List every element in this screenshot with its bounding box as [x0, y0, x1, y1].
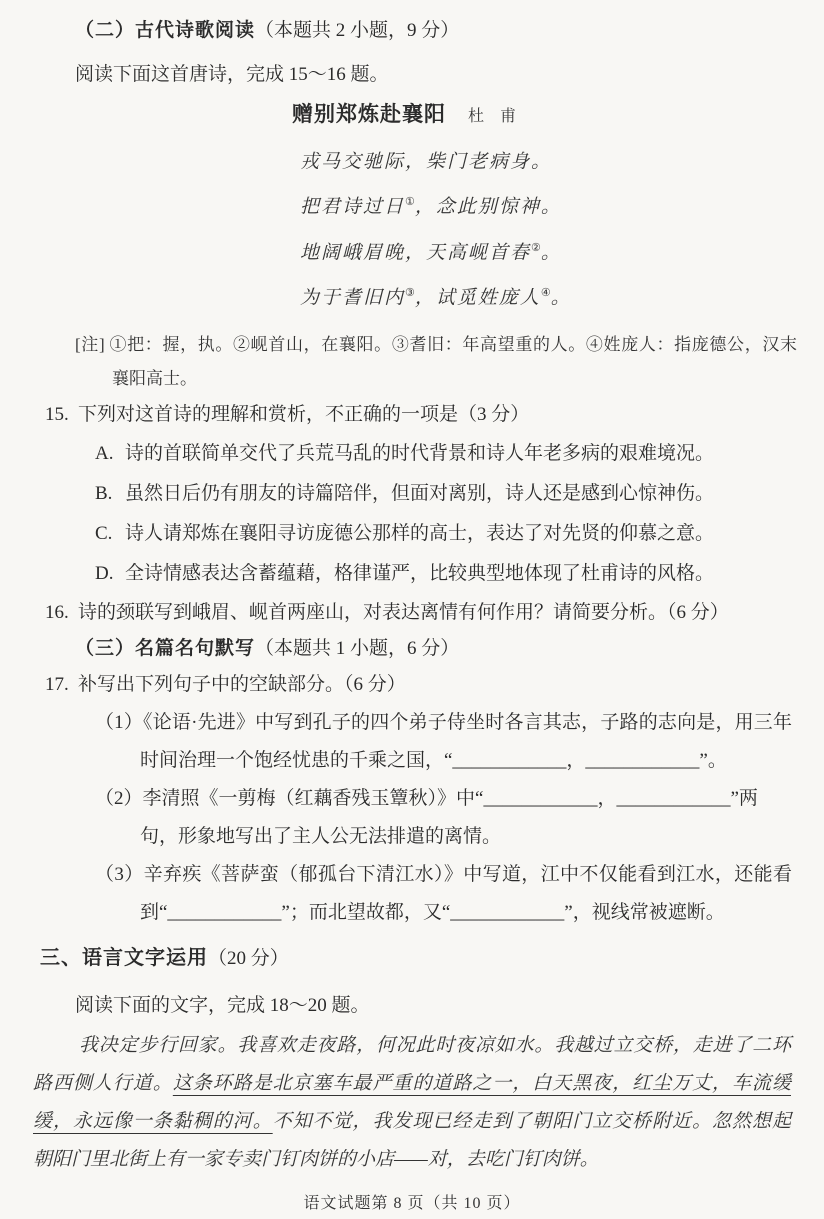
poem-line: 把君诗过日①，念此别惊神。: [300, 196, 562, 218]
option-c: [95, 514, 824, 554]
passage-line: 我决定步行回家。我喜欢走夜路，何况此时夜凉如水。我越过立交桥，走进了二环: [79, 1035, 791, 1057]
q17-item-2-line2: 句，形象地写出了主人公无法排遣的离情。: [140, 826, 502, 848]
footnote-marker-1: ①: [405, 196, 415, 209]
passage-instruction: 阅读下面的文字，完成 18～20 题。: [75, 995, 370, 1017]
question-16-number: 16.: [45, 602, 69, 624]
poem-line: 为于耆旧内③，试觅姓庞人④。: [300, 286, 572, 309]
section-2-score: （本题共 2 小题，9 分）: [255, 20, 460, 41]
question-15: [45, 396, 824, 434]
poem-instruction: 阅读下面这首唐诗，完成 15～16 题。: [75, 64, 389, 85]
option-b-label: B.: [95, 483, 113, 505]
option-b-text: 虽然日后仍有朋友的诗篇陪伴，但面对离别，诗人还是感到心惊神伤。: [125, 483, 715, 505]
q17-item-2-line1: 李清照《一剪梅（红藕香残玉簟秋）》中“____________，____________”两: [142, 788, 758, 810]
section-lang-title: 三、语言文字运用: [40, 947, 208, 970]
question-16: [45, 594, 824, 632]
footnote-marker-3: ③: [405, 286, 415, 299]
poem-note-line: [注] ①把：握，执。②岘首山，在襄阳。③耆旧：年高望重的人。④姓庞人：指庞德公，汉末: [75, 335, 797, 355]
page-footer: 语文试题第 8 页（共 10 页）: [303, 1195, 521, 1213]
poem-line: 戎马交驰际，柴门老病身。: [300, 151, 553, 173]
option-b: [95, 474, 824, 514]
option-a-text: 诗的首联简单交代了兵荒马乱的时代背景和诗人年老多病的艰难境况。: [125, 443, 715, 465]
option-a: [95, 434, 824, 474]
passage-line: 朝阳门里北街上有一家专卖门钉肉饼的小店——对，去吃门钉肉饼。: [33, 1149, 599, 1171]
poem-author: 杜 甫: [468, 108, 517, 125]
option-d: [95, 554, 824, 594]
q17-item-1-line2: 时间治理一个饱经忧患的千乘之国，“____________，____________”。: [140, 750, 727, 772]
footnote-marker-4: ④: [540, 286, 551, 299]
section-2-title: （二）古代诗歌阅读: [75, 20, 256, 41]
poem-title: 赠别郑炼赴襄阳: [292, 102, 446, 126]
poem-line: 地阔峨眉晚，天高岘首春②。: [300, 241, 562, 263]
q17-item-1: [0, 704, 824, 780]
passage-line: 路西侧人行道。这条环路是北京塞车最严重的道路之一，白天黑夜，红尘万丈，车流缓: [33, 1073, 791, 1095]
section-3-heading: [75, 632, 824, 666]
section-2-heading: [75, 14, 824, 48]
q17-item-3-label: （3）: [95, 864, 144, 886]
section-3-title: （三）名篇名句默写: [75, 638, 256, 660]
option-a-label: A.: [95, 443, 114, 465]
q17-item-2-label: （2）: [95, 788, 143, 810]
question-15-number: 15.: [45, 404, 69, 426]
q17-item-3: [0, 856, 824, 932]
poem-note-line: 襄阳高士。: [112, 369, 197, 389]
passage: [33, 1027, 791, 1179]
q17-item-3-line2: 到“____________”；而北望故都，又“____________”，视线常被遮断。: [140, 902, 725, 924]
q17-item-1-line1: 《论语·先进》中写到孔子的四个弟子侍坐时各言其志，子路的志向是，用三年: [143, 712, 792, 734]
section-lang-score: （20 分）: [208, 948, 289, 970]
option-c-label: C.: [95, 523, 113, 545]
poem-title-row: [292, 94, 824, 137]
option-c-text: 诗人请郑炼在襄阳寻访庞德公那样的高士，表达了对先贤的仰慕之意。: [125, 523, 715, 545]
section-3-score: （本题共 1 小题，6 分）: [255, 638, 460, 660]
passage-line: 缓，永远像一条黏稠的河。不知不觉，我发现已经走到了朝阳门立交桥附近。忽然想起: [33, 1111, 791, 1133]
q17-item-1-label: （1）: [95, 712, 144, 734]
option-d-label: D.: [95, 563, 114, 585]
underlined-text: 缓，永远像一条黏稠的河。: [33, 1111, 273, 1133]
poem-notes: [0, 328, 824, 396]
underlined-text: 这条环路是北京塞车最严重的道路之一，白天黑夜，红尘万丈，车流缓: [172, 1073, 791, 1095]
question-17-number: 17.: [45, 674, 69, 696]
question-16-stem: 诗的颈联写到峨眉、岘首两座山，对表达离情有何作用？请简要分析。（6 分）: [78, 602, 729, 624]
q17-item-3-line1: 辛弃疾《菩萨蛮（郁孤台下清江水）》中写道，江中不仅能看到江水，还能看: [143, 864, 792, 886]
question-17-stem: 补写出下列句子中的空缺部分。（6 分）: [78, 674, 406, 696]
footnote-marker-2: ②: [531, 241, 541, 254]
poem-body: [300, 137, 824, 318]
section-lang-heading: [40, 938, 824, 979]
q17-item-2: [0, 780, 824, 856]
question-15-stem: 下列对这首诗的理解和赏析，不正确的一项是（3 分）: [78, 404, 530, 426]
question-17: [45, 666, 824, 704]
option-d-text: 全诗情感表达含蓄蕴藉，格律谨严，比较典型地体现了杜甫诗的风格。: [125, 563, 715, 585]
